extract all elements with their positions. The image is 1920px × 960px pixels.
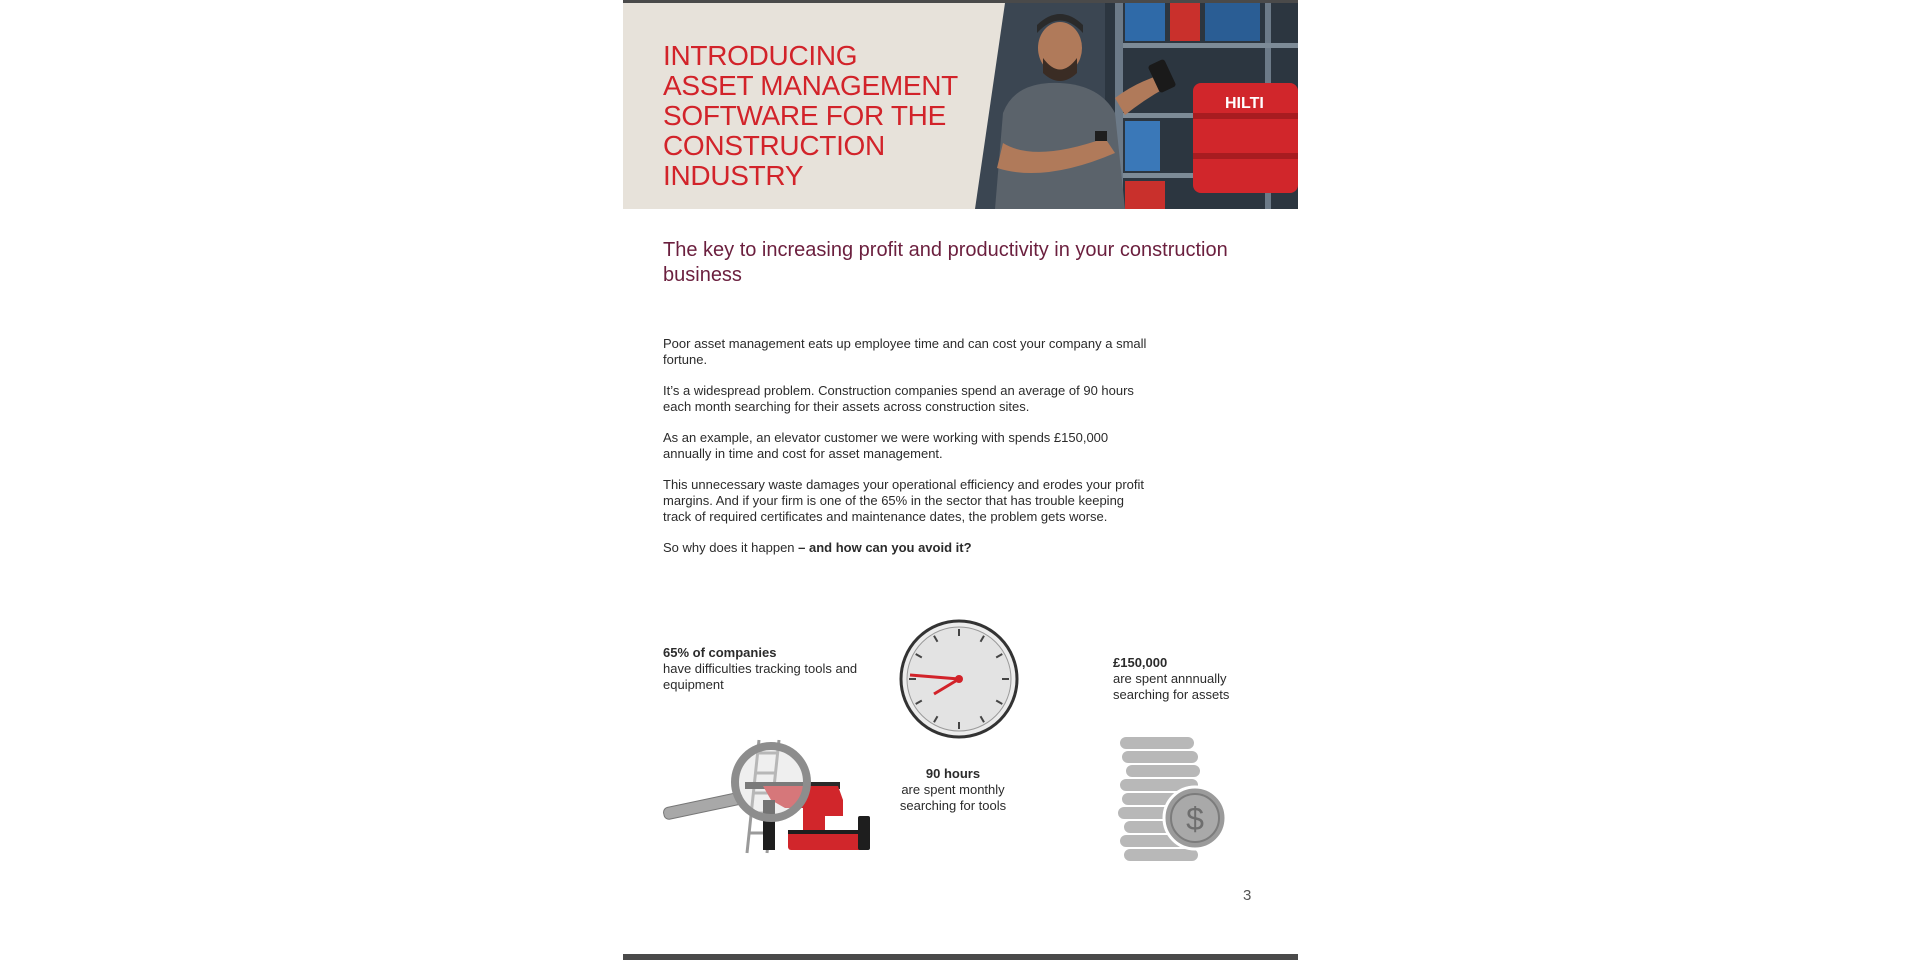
closing-lead: So why does it happen [663,540,799,555]
header-banner [623,3,1298,209]
stat-companies-text: have difficulties tracking tools and equipment [663,661,858,692]
paragraph: As an example, an elevator customer we were working with spends £150,000 annually in time and cost for asset management. [663,430,1109,461]
page-subtitle: The key to increasing profit and productivity in your construction business [663,239,1228,286]
stat-hours-headline: 90 hours [925,766,981,781]
paragraph: It’s a widespread problem. Construction companies spend an average of 90 hours each month searching for their assets across construction sites. [663,383,1134,414]
body-copy [663,336,1153,571]
clock-icon [898,618,1020,740]
stat-companies-headline: 65% of companies [663,645,777,660]
warehouse-worker-photo [975,3,1298,209]
magnifier-drill-ladder-icon [663,738,873,858]
page-title: INTRODUCING ASSET MANAGEMENT SOFTWARE FOR THE CONSTRUCTION INDUSTRY [663,40,958,191]
coin-stack-icon [1113,730,1233,866]
page-number: 3 [1243,887,1252,904]
stat-hours-text: are spent monthly searching for tools [899,782,1007,813]
paragraph: This unnecessary waste damages your operational efficiency and erodes your profit margins. And if your firm is one of the 65% in the sector that has trouble keeping track of required certificates and maintenance dates, the problem gets worse. [663,477,1145,524]
stat-cost-headline: £150,000 [1113,655,1168,670]
case-brand-label: HILTI [1225,95,1264,112]
stat-cost [1113,655,1273,703]
stat-cost-text: are spent annnually searching for assets [1113,671,1230,702]
bottom-rule [623,954,1298,960]
paragraph: Poor asset management eats up employee time and can cost your company a small fortune. [663,336,1147,367]
svg-text:$: $ [1186,801,1204,837]
closing-emphasis: – and how can you avoid it? [798,540,972,555]
document-page [623,0,1298,960]
stat-hours [878,766,1028,814]
closing-question [663,540,1153,556]
stat-companies [663,645,863,693]
